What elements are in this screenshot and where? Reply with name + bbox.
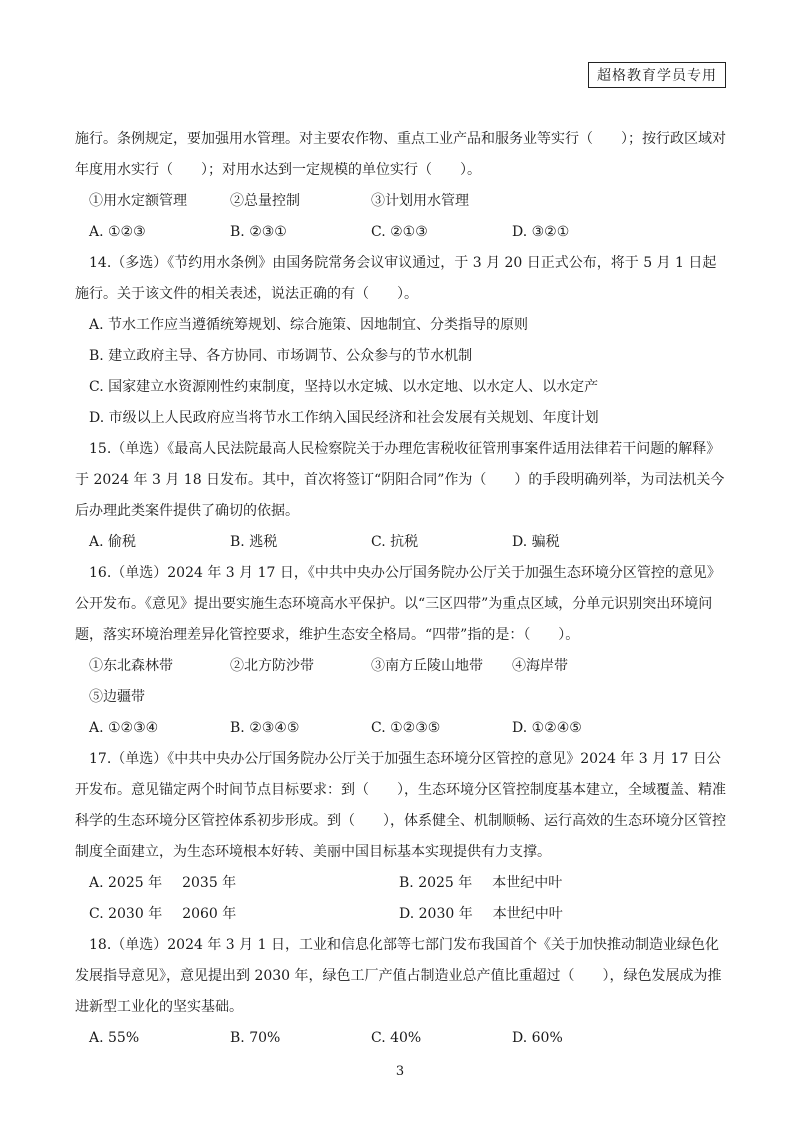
question-13-items [75,186,730,217]
option-b: B. ②③① [230,224,287,240]
question-18-text: 18.（单选）2024 年 3 月 1 日，工业和信息化部等七部门发布我国首个《关于加快推动制造业绿色化发展指导意见》，意见提出到 2030 年，绿色工厂产值占制造业总产值比重超过（ ），绿色发展成为推进新型工业化的坚实基础。 [75,937,722,1015]
list-item: ④海岸带 [512,658,568,674]
option-b: B. 70% [230,1030,281,1046]
question-13-options [75,217,730,248]
option-a-second: 2035 年 [182,875,237,891]
option-d [399,899,709,930]
page-number: 3 [395,1064,405,1079]
option-a: A. 55% [89,1030,140,1046]
option-a: A. ①②③ [89,224,146,240]
option-c: C. 40% [371,1030,422,1046]
question-16-options [75,713,730,744]
question-17-text: 17.（单选）《中共中央办公厅国务院办公厅关于加强生态环境分区管控的意见》2024 年 3 月 17 日公开发布。意见锚定两个时间节点目标要求：到（ ），生态环境分区管控制度基本建立，全域覆盖、精准科学的生态环境分区管控体系初步形成。到（ ），体系健全、机制顺畅、运行高效的生态环境分区管控制度全面建立，为生态环境根本好转、美丽中国目标基本实现提供有力支撑。 [75,751,726,860]
option-c: C. ②①③ [371,224,428,240]
option-c [89,899,399,930]
list-item: ③南方丘陵山地带 [371,658,483,674]
page-content [75,124,730,1054]
list-item: ②总量控制 [230,193,300,209]
option-b: B. ②③④⑤ [230,720,300,736]
list-item: ⑤边疆带 [89,689,145,705]
option-a-first: A. 2025 年 [89,875,163,891]
option-c-second: 2060 年 [182,906,237,922]
list-item: ②北方防沙带 [230,658,314,674]
list-item: ①东北森林带 [89,658,173,674]
option-b-first: B. 2025 年 [399,875,473,891]
question-16-text: 16.（单选）2024 年 3 月 17 日，《中共中央办公厅国务院办公厅关于加强生态环境分区管控的意见》公开发布。《意见》提出要实施生态环境高水平保护。以“三区四带”为重点区域，分单元识别突出环境问题，落实环境治理差异化管控要求，维护生态安全格局。“四带”指的是：（ ）。 [75,565,721,643]
question-17-options-row-2 [75,899,730,930]
option-d: D. ③②① [512,224,570,240]
question-16-items-2 [75,682,730,713]
option-c: C. 抗税 [371,534,419,550]
option-a: A. ①②③④ [89,720,159,736]
question-16-items [75,651,730,682]
option-a: A. 偷税 [89,534,137,550]
option-c: C. ①②③⑤ [371,720,441,736]
header-label: 超格教育学员专用 [588,62,726,88]
option-a: A. 节水工作应当遵循统筹规划、综合施策、因地制宜、分类指导的原则 [89,317,529,333]
question-14-text: 14.（多选）《节约用水条例》由国务院常务会议审议通过，于 3 月 20 日正式公布，将于 5 月 1 日起施行。关于该文件的相关表述，说法正确的有（ ）。 [75,255,717,302]
question-15-options [75,527,730,558]
option-a [89,868,399,899]
question-13-text: 施行。条例规定，要加强用水管理。对主要农作物、重点工业产品和服务业等实行（ ）；按行政区域对年度用水实行（ ）；对用水达到一定规模的单位实行（ ）。 [75,131,726,178]
option-b: B. 建立政府主导、各方协同、市场调节、公众参与的节水机制 [89,348,473,364]
question-17-options-row-1 [75,868,730,899]
option-d: D. 60% [512,1030,563,1046]
question-15-text: 15.（单选）《最高人民法院最高人民检察院关于办理危害税收征管刑事案件适用法律若干问题的解释》于 2024 年 3 月 18 日发布。其中，首次将签订“阴阳合同”作为（ ）的手段明确列举，为司法机关今后办理此类案件提供了确切的依据。 [75,441,725,519]
list-item: ③计划用水管理 [371,193,469,209]
option-d: D. 骗税 [512,534,560,550]
option-d-second: 本世纪中叶 [492,906,563,922]
option-d: D. ①②④⑤ [512,720,582,736]
option-d-first: D. 2030 年 [399,906,473,922]
option-d: D. 市级以上人民政府应当将节水工作纳入国民经济和社会发展有关规划、年度计划 [89,410,599,426]
option-c-first: C. 2030 年 [89,906,163,922]
option-b: B. 逃税 [230,534,278,550]
option-c: C. 国家建立水资源刚性约束制度，坚持以水定城、以水定地、以水定人、以水定产 [89,379,599,395]
question-18-options [75,1023,730,1054]
option-b-second: 本世纪中叶 [492,875,563,891]
list-item: ①用水定额管理 [89,193,187,209]
option-b [399,868,709,899]
